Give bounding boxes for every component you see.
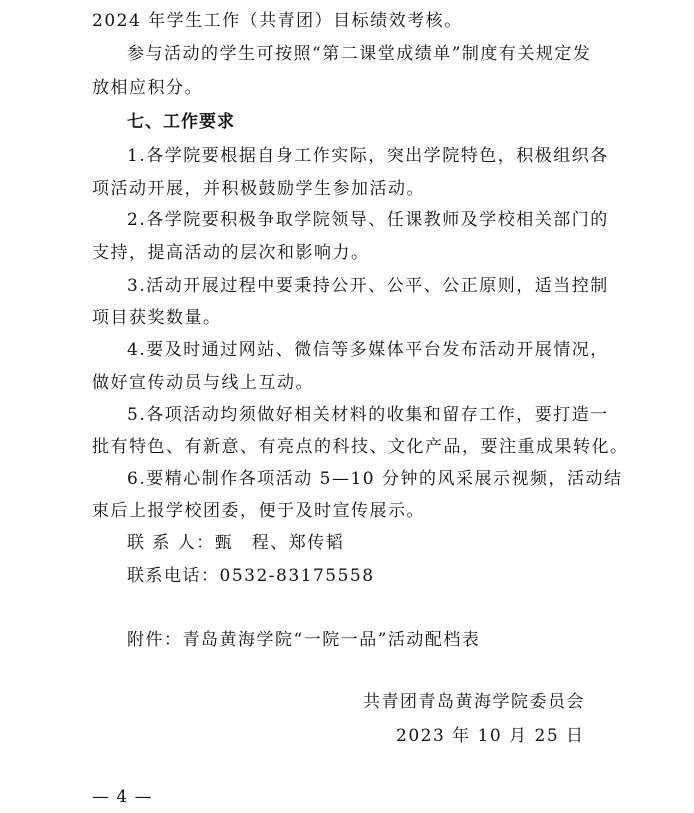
requirement-item-5-line1: 5.各项活动均须做好相关材料的收集和留存工作，要打造一: [127, 405, 609, 425]
requirement-item-6-line2: 束后上报学校团委，便于及时宣传展示。: [92, 501, 425, 521]
requirement-item-3-line2: 项目获奖数量。: [92, 308, 222, 328]
requirement-item-3-line1: 3.活动开展过程中要秉持公开、公平、公正原则，适当控制: [127, 276, 609, 296]
requirement-item-4-line2: 做好宣传动员与线上互动。: [92, 373, 314, 393]
requirement-item-2-line2: 支持，提高活动的层次和影响力。: [92, 243, 370, 263]
paragraph-credits-line2: 放相应积分。: [92, 78, 203, 98]
requirement-item-6-line1: 6.要精心制作各项活动 5—10 分钟的风采展示视频，活动结: [127, 469, 623, 489]
requirement-item-1-line1: 1.各学院要根据自身工作实际，突出学院特色，积极组织各: [127, 146, 609, 166]
signature-organization: 共青团青岛黄海学院委员会: [363, 692, 585, 712]
paragraph-continuation: 2024 年学生工作（共青团）目标绩效考核。: [92, 11, 463, 31]
requirement-item-2-line1: 2.各学院要积极争取学院领导、任课教师及学校相关部门的: [127, 210, 609, 230]
page-number: — 4 —: [92, 787, 153, 807]
contact-phone: 联系电话：0532-83175558: [127, 566, 375, 586]
contact-person: 联 系 人：甄 程、郑传韬: [127, 533, 345, 553]
requirement-item-1-line2: 项活动开展，并积极鼓励学生参加活动。: [92, 179, 425, 199]
paragraph-credits-line1: 参与活动的学生可按照“第二课堂成绩单”制度有关规定发: [127, 44, 592, 64]
requirement-item-5-line2: 批有特色、有新意、有亮点的科技、文化产品，要注重成果转化。: [92, 437, 629, 457]
attachment-note: 附件：青岛黄海学院“一院一品”活动配档表: [127, 630, 481, 650]
signature-date: 2023 年 10 月 25 日: [396, 726, 585, 746]
requirement-item-4-line1: 4.要及时通过网站、微信等多媒体平台发布活动开展情况，: [127, 340, 609, 360]
section-heading: 七、工作要求: [127, 112, 235, 132]
